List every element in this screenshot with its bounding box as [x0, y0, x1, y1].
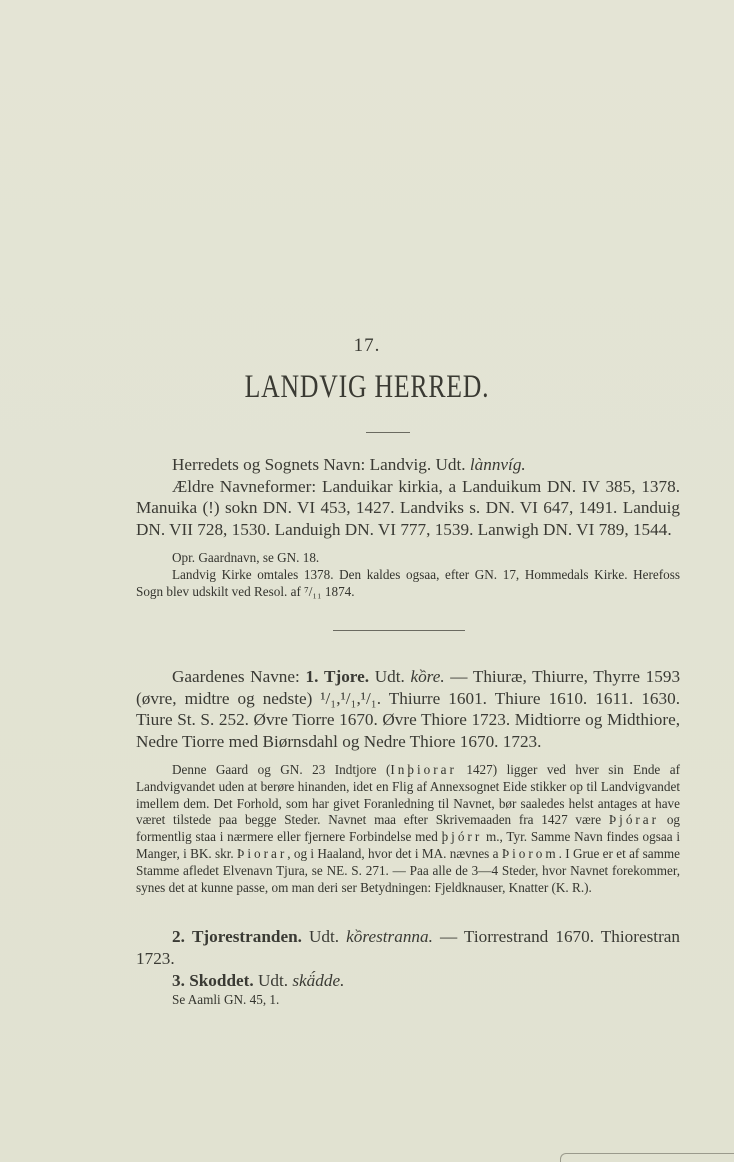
gaard-2-udt-label: Udt.	[309, 927, 340, 946]
note-text: og formentlig staa i nærmere eller fjernere Forbindelse med	[136, 812, 681, 845]
spaced-form: Þiorar	[237, 845, 288, 861]
gaard-3-num: 3.	[172, 971, 185, 990]
page-corner-mark	[560, 1153, 734, 1162]
gaard-1-udt-label: Udt.	[374, 667, 405, 686]
note-text: . I Grue er et af samme Stamme afledet Elvenavn Tjura, se NE. S. 271. — Paa alle de 3—4 Steder, hvor Navnet forekommer, synes det at kunne passe, om man deri ser Betydningen: Fjeldknauser, Knatter (K. R.).	[136, 845, 681, 895]
spaced-form: Þiorom	[501, 845, 559, 861]
udt-label: Udt.	[435, 455, 466, 474]
gaard-1-name: Tjore.	[324, 667, 370, 686]
gaard-2-name: Tjorestranden.	[191, 927, 302, 946]
navn-line	[136, 454, 680, 476]
gaard-3-name: Skoddet.	[189, 971, 254, 990]
intro-section	[136, 454, 680, 540]
navn-value: Landvig.	[369, 455, 432, 474]
gaard-entry-2	[136, 926, 680, 969]
gaard-1-note	[136, 762, 680, 896]
spaced-form: Þjórar	[608, 812, 660, 828]
spaced-form: Inþiorar	[390, 762, 457, 777]
note-text: Denne Gaard og GN. 23 Indtjore (	[172, 762, 391, 777]
note-text: m., Tyr. Samme Navn findes ogsaa i Manger, i BK. skr.	[136, 829, 680, 861]
gaard-3-text	[136, 970, 680, 992]
gaard-1-udt: kồre.	[410, 667, 445, 686]
gaard-entry-1	[136, 666, 680, 752]
gaardene-label: Gaardenes Navne:	[172, 667, 300, 686]
gaard-1-text	[136, 666, 680, 752]
gaard-2-udt: kồrestranna.	[346, 927, 433, 946]
gaard-3-udt-label: Udt.	[257, 971, 289, 990]
gaard-1-num: 1.	[305, 667, 319, 686]
gaard-1-note-text	[136, 762, 680, 896]
section-divider	[333, 630, 465, 631]
aeldre-navneformer: Ældre Navneformer: Landuikar kirkia, a Landuikum DN. IV 385, 1378. Manuika (!) sokn DN. VI 453, 1427. Landviks s. DN. VI 647, 1491. Landuig DN. VII 728, 1530. Landuigh DN. VI 777, 1539. Lanwigh DN. VI 789, 1544.	[136, 476, 680, 539]
gaard-2-forms: — Tiorrestrand 1670. Thiorestran 1723.	[136, 927, 681, 968]
note-text: , og i Haaland, hvor det i MA. nævnes a	[287, 845, 502, 861]
kirke-note: Landvig Kirke omtales 1378. Den kaldes ogsaa, efter GN. 17, Hommedals Kirke. Herefoss Sogn blev udskilt ved Resol. af ⁷/₁₁ 1874.	[136, 566, 680, 599]
note-text: 1427) ligger ved hver sin Ende af Landvigvandet uden at berøre hinanden, idet en Flig af Annexsognet Eide stikker op til Landvigvandet imellem dem. Det Forhold, som har givet Foranledning til Navnet, bør saaledes helst antages at have været tilstede paa begge Steder. Navnet maa efter Skrivemaaden fra 1427 være	[136, 762, 680, 828]
gaard-3-note: Se Aamli GN. 45, 1.	[172, 991, 280, 1007]
gaard-2-text	[136, 926, 680, 969]
chapter-number: 17.	[353, 335, 381, 356]
gaard-1-forms: — Thiuræ, Thiurre, Thyrre 1593 (øvre, midtre og nedste) ¹/₁,¹/₁,¹/₁. Thiurre 1601. Thiure 1610. 1611. 1630. Tiure St. S. 252. Øvre Tiorre 1670. Øvre Thiore 1723. Midtiorre og Midthiore, Nedre Tiorre med Biørnsdahl og Nedre Thiore 1670. 1723.	[136, 667, 681, 751]
spaced-form: þjórr	[441, 829, 483, 845]
opr-note: Opr. Gaardnavn, se GN. 18.	[172, 550, 320, 565]
gaard-2-num: 2.	[172, 927, 185, 946]
notes-section	[136, 550, 680, 600]
chapter-title: LANDVIG HERRED.	[244, 369, 490, 405]
title-divider	[366, 432, 410, 433]
gaard-3-udt: skä́dde.	[292, 971, 345, 990]
udt-value: lànnvíg.	[469, 455, 526, 474]
gaard-entry-3	[136, 970, 680, 1008]
navn-label: Herredets og Sognets Navn:	[172, 455, 366, 474]
